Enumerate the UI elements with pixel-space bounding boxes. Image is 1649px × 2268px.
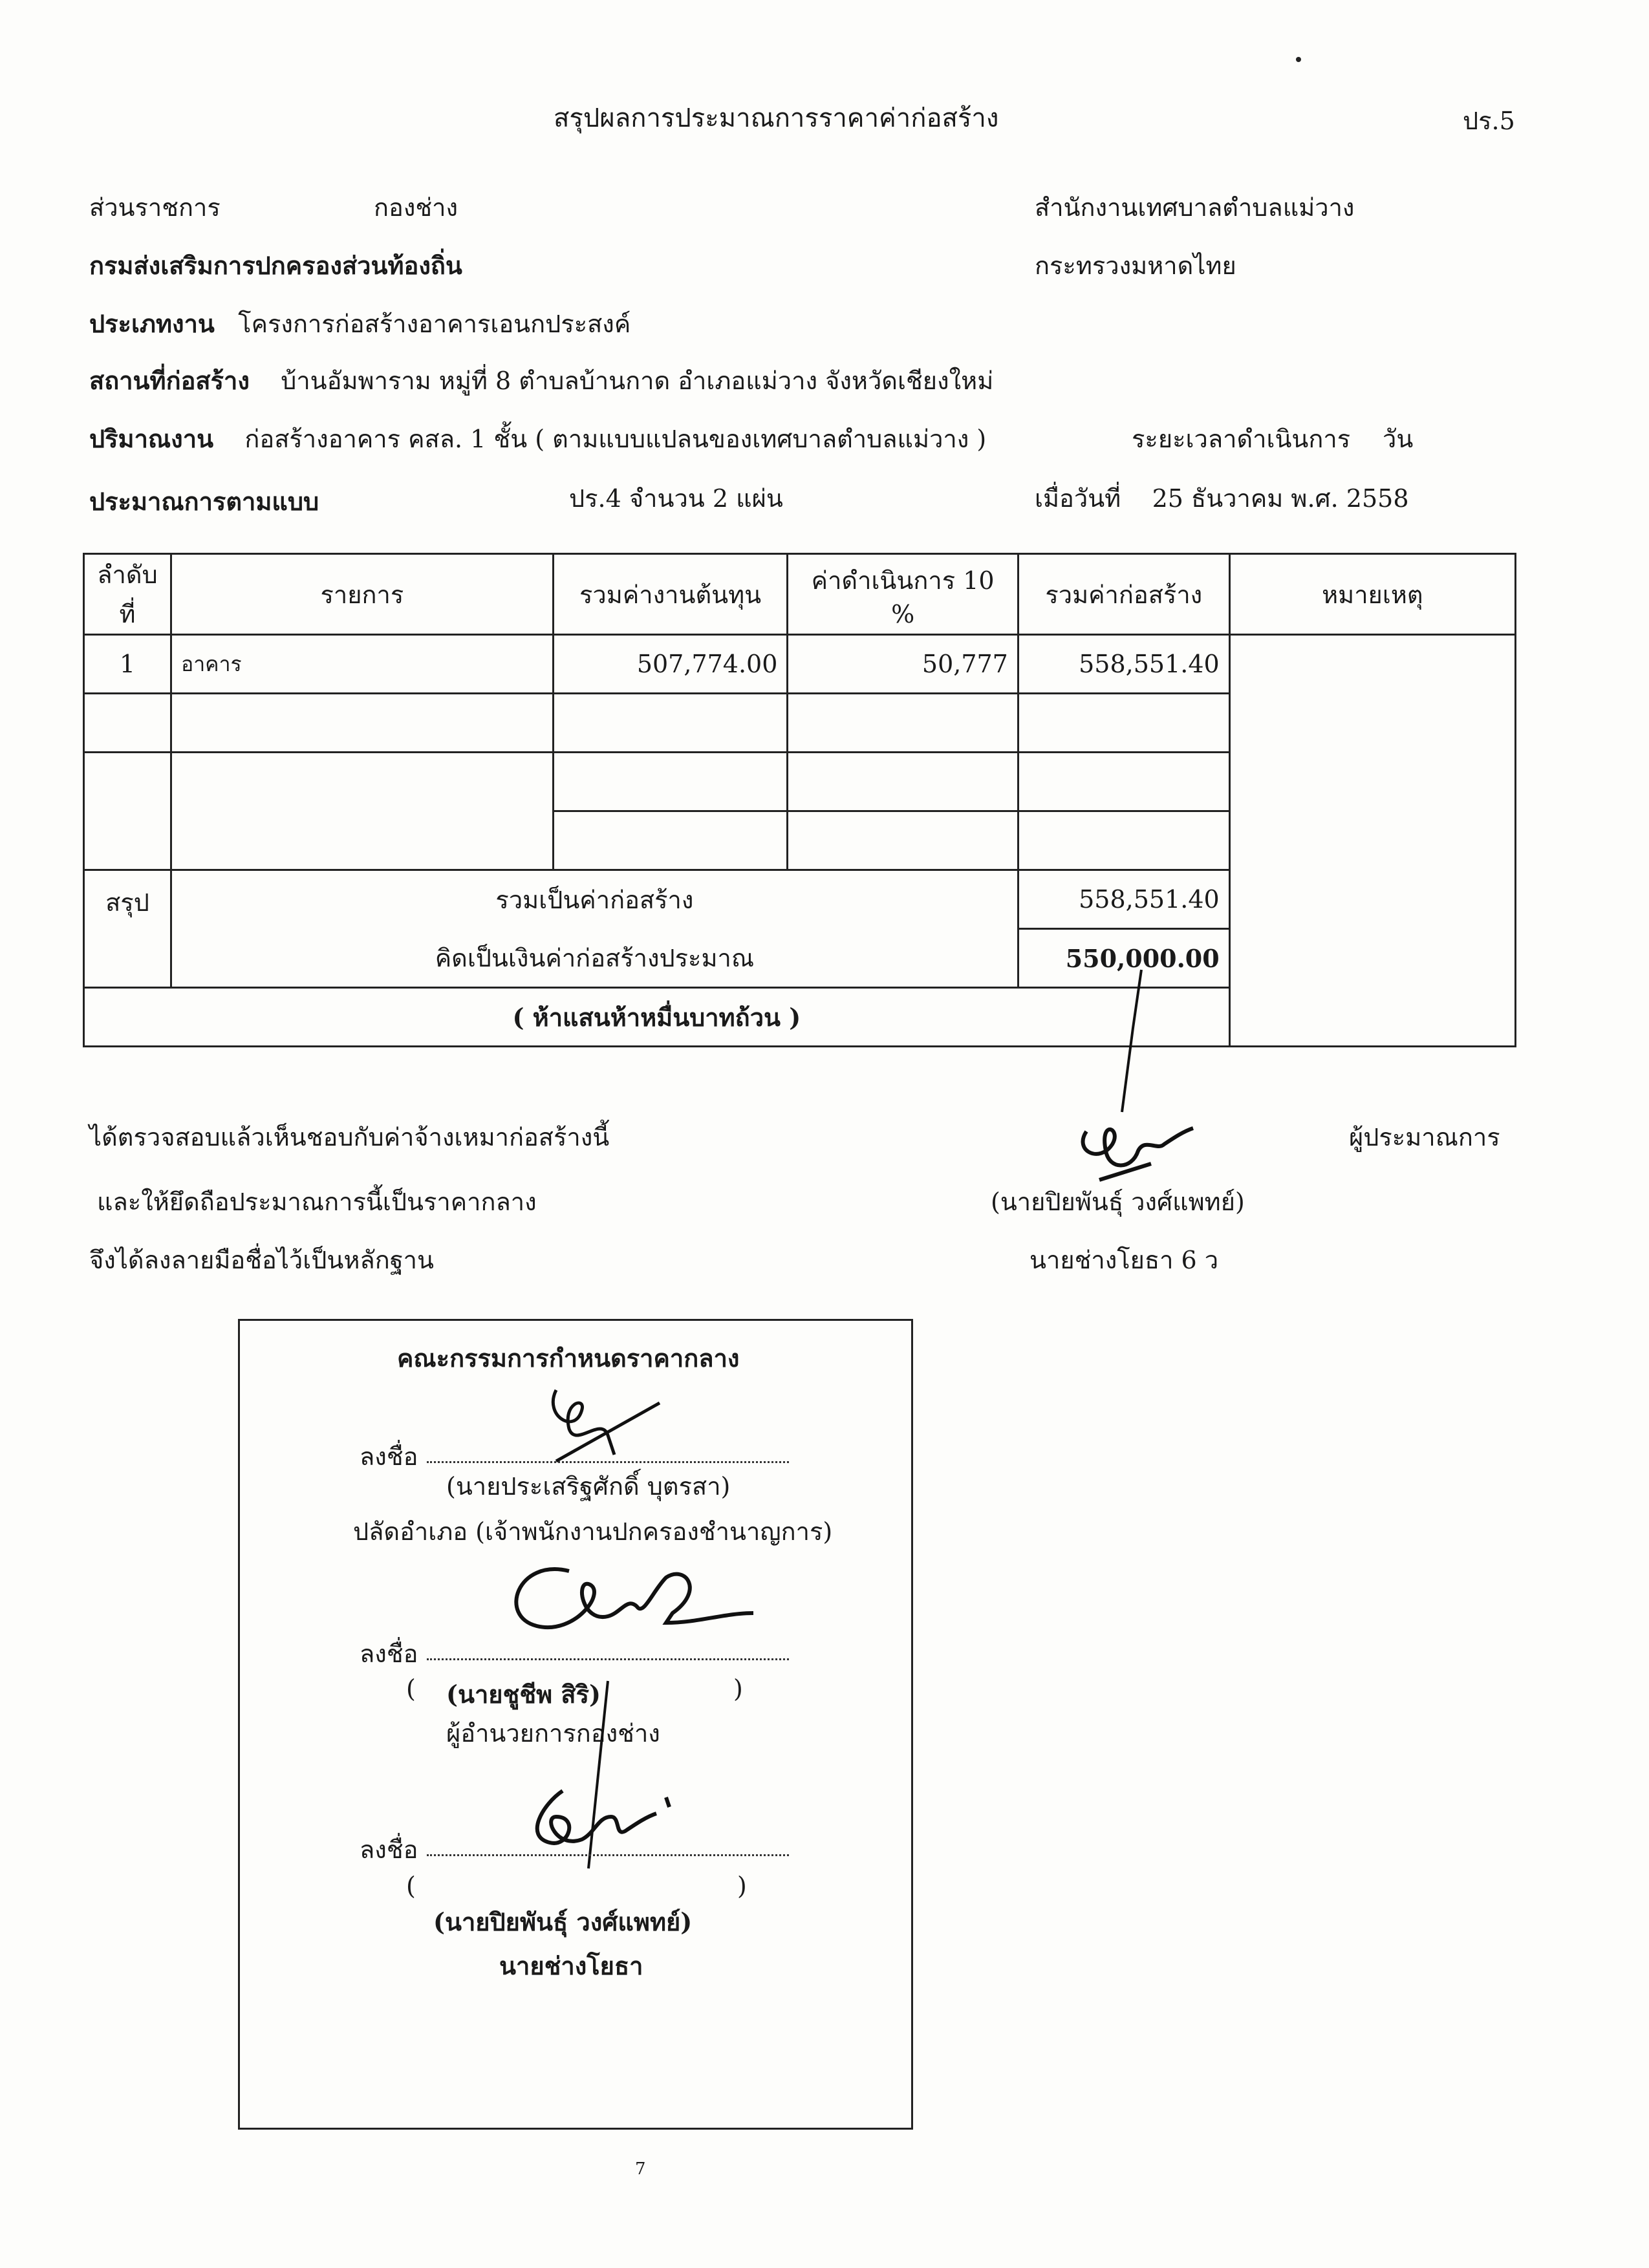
member-3-position: นายช่างโยธา [499, 1951, 643, 1980]
summary-estimate-value: 550,000.00 [1018, 929, 1229, 988]
member-3-sign-label: ลงชื่อ [360, 1835, 418, 1864]
office-name: สำนักงานเทศบาลตำบลแม่วาง [1035, 193, 1355, 222]
date-label: เมื่อวันที่ [1035, 484, 1121, 513]
member-2-signature [491, 1552, 763, 1649]
quantity-value: ก่อสร้างอาคาร คสล. 1 ชั้น ( ตามแบบแปลนของเทศบาลตำบลแม่วาง ) [244, 425, 987, 453]
header-no: ลำดับที่ [84, 554, 171, 635]
certify-line-2: และให้ยึดถือประมาณการนี้เป็นราคากลาง [97, 1188, 537, 1216]
dept-value: กองช่าง [374, 193, 458, 222]
dept-label: ส่วนราชการ [89, 193, 221, 222]
amount-words: ( ห้าแสนห้าหมื่นบาทถ้วน ) [84, 988, 1230, 1047]
ministry-name: กระทรวงมหาดไทย [1035, 251, 1236, 280]
header-remark: หมายเหตุ [1229, 554, 1515, 635]
duration-unit: วัน [1383, 425, 1414, 453]
summary-total-value: 558,551.40 [1018, 870, 1229, 929]
member-1-position: ปลัดอำเภอ (เจ้าพนักงานปกครองชำนาญการ) [353, 1517, 833, 1546]
estimator-position: นายช่างโยธา 6 ว [1029, 1246, 1219, 1274]
location-value: บ้านอัมพาราม หมู่ที่ 8 ตำบลบ้านกาด อำเภอแม่วาง จังหวัดเชียงใหม่ [281, 367, 994, 395]
plan-label: ประมาณการตามแบบ [89, 487, 319, 516]
member-2-close-paren: ) [733, 1674, 743, 1703]
header-cost: รวมค่างานต้นทุน [553, 554, 788, 635]
header-total: รวมค่าก่อสร้าง [1018, 554, 1229, 635]
form-code: ปร.5 [1463, 107, 1515, 135]
certify-line-1: ได้ตรวจสอบแล้วเห็นชอบกับค่าจ้างเหมาก่อสร้างนี้ [89, 1123, 610, 1151]
date-value: 25 ธันวาคม พ.ศ. 2558 [1152, 484, 1409, 513]
member-3-name: (นายปิยพันธุ์ วงศ์แพทย์) [433, 1907, 693, 1936]
member-2-sign-label: ลงชื่อ [360, 1640, 418, 1668]
location-label: สถานที่ก่อสร้าง [89, 366, 250, 395]
remark-cell [1229, 635, 1515, 1047]
summary-label: สรุป [84, 870, 171, 988]
work-type-value: โครงการก่อสร้างอาคารเอนกประสงค์ [238, 310, 631, 338]
member-3-close-paren: ) [737, 1872, 747, 1900]
member-2-sign-line [427, 1658, 789, 1660]
member-2-position: ผู้อำนวยการกองช่าง [446, 1719, 660, 1748]
estimator-signature [1061, 957, 1242, 1203]
work-type-label: ประเภทงาน [89, 309, 215, 338]
member-2-open-paren: ( [406, 1674, 416, 1703]
member-1-name: (นายประเสริฐศักดิ์ บุตรสา) [446, 1472, 731, 1501]
member-3-open-paren: ( [406, 1872, 416, 1900]
department-name: กรมส่งเสริมการปกครองส่วนท้องถิ่น [89, 251, 462, 280]
footer-mark: 7 [635, 2159, 646, 2179]
summary-total-label: รวมเป็นค่าก่อสร้าง [171, 870, 1018, 929]
plan-value: ปร.4 จำนวน 2 แผ่น [569, 484, 783, 513]
member-2-name: (นายชูชีพ สิริ) [446, 1680, 601, 1709]
quantity-label: ปริมาณงาน [89, 424, 214, 453]
summary-estimate-label: คิดเป็นเงินค่าก่อสร้างประมาณ [171, 929, 1018, 988]
member-3-signature [517, 1778, 685, 1862]
member-1-sign-label: ลงชื่อ [360, 1442, 418, 1471]
row-cost: 507,774.00 [553, 635, 788, 694]
committee-title: คณะกรรมการกำหนดราคากลาง [397, 1343, 740, 1373]
member-1-signature [517, 1377, 666, 1474]
estimate-table [83, 553, 1516, 1047]
estimator-role: ผู้ประมาณการ [1349, 1123, 1500, 1151]
member-3-sign-line [427, 1854, 789, 1856]
duration-label: ระยะเวลาดำเนินการ [1132, 425, 1351, 453]
document-title: สรุปผลการประมาณการราคาค่าก่อสร้าง [554, 103, 999, 133]
row-no: 1 [84, 635, 171, 694]
row-total: 558,551.40 [1018, 635, 1229, 694]
table-header-row [84, 554, 1516, 635]
table-row [84, 635, 1516, 694]
speck-mark [1296, 57, 1301, 62]
header-item: รายการ [171, 554, 553, 635]
estimator-name: (นายปิยพันธุ์ วงศ์แพทย์) [991, 1188, 1245, 1216]
row-operation: 50,777 [788, 635, 1018, 694]
certify-line-3: จึงได้ลงลายมือชื่อไว้เป็นหลักฐาน [89, 1246, 434, 1274]
row-item: อาคาร [171, 635, 553, 694]
header-operation: ค่าดำเนินการ 10 % [788, 554, 1018, 635]
